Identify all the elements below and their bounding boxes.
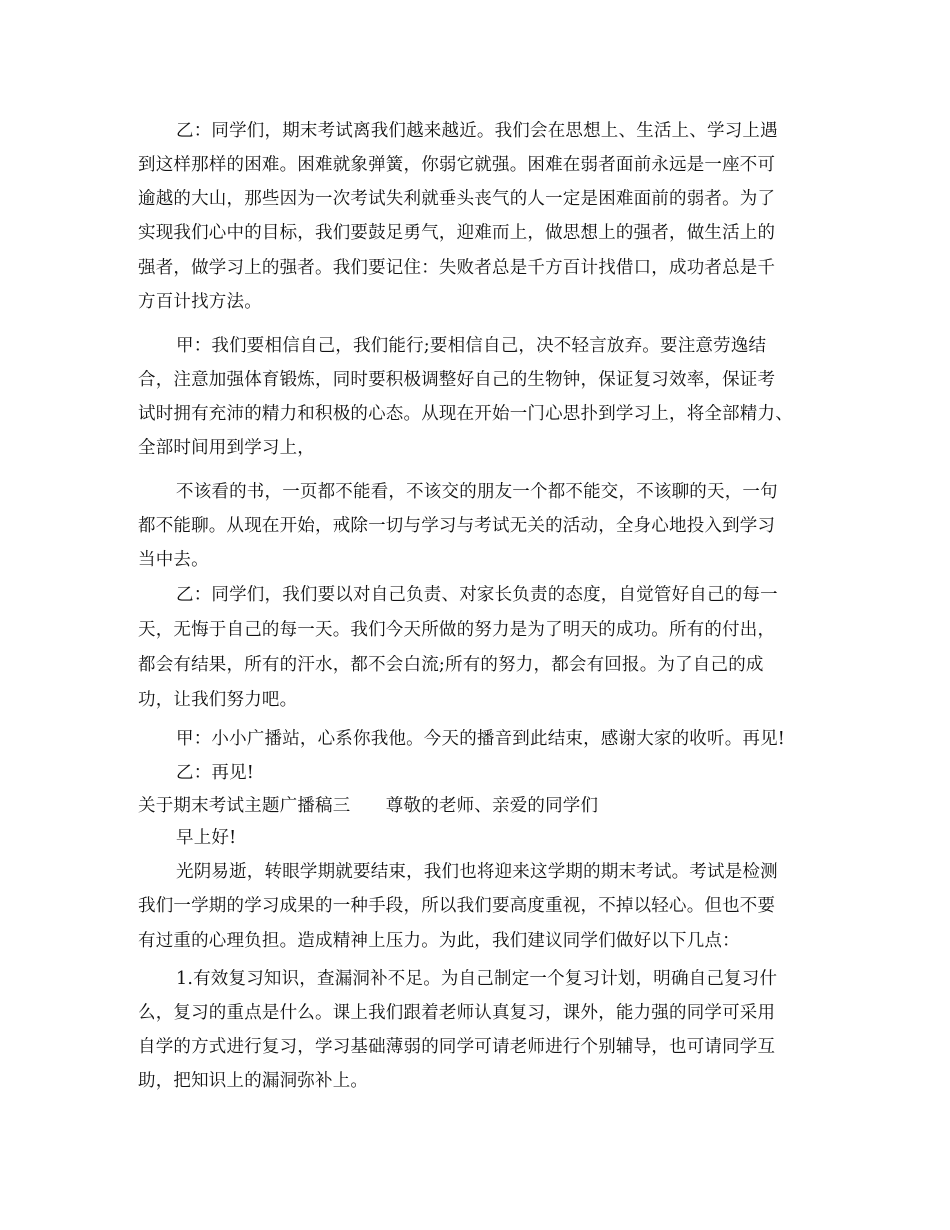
paragraph-line: 甲：我们要相信自己，我们能行;要相信自己，决不轻言放弃。要注意劳逸结 (176, 336, 767, 356)
paragraph-line: 合，注意加强体育锻炼，同时要积极调整好自己的生物钟，保证复习效率，保证考 (138, 370, 776, 390)
paragraph-line: 都会有结果，所有的汗水，都不会白流;所有的努力，都会有回报。为了自己的成 (138, 655, 764, 675)
paragraph-line: 我们一学期的学习成果的一种手段，所以我们要高度重视，不掉以轻心。但也不要 (138, 896, 776, 916)
paragraph-line: 全部时间用到学习上， (138, 438, 315, 458)
paragraph-line: 甲：小小广播站，心系你我他。今天的播音到此结束，感谢大家的收听。再见! (176, 729, 786, 749)
section-heading: 关于期末考试主题广播稿三 尊敬的老师、亲爱的同学们 (138, 796, 599, 816)
paragraph-line: 光阴易逝，转眼学期就要结束，我们也将迎来这学期的期末考试。考试是检测 (176, 862, 778, 882)
paragraph-line: 当中去。 (138, 550, 209, 570)
paragraph-line: 到这样那样的困难。困难就象弹簧，你弱它就强。困难在弱者面前永远是一座不可 (138, 155, 776, 175)
paragraph-line: 自学的方式进行复习，学习基础薄弱的同学可请老师进行个别辅导，也可请同学互 (138, 1037, 776, 1057)
paragraph-line: 么，复习的重点是什么。课上我们跟着老师认真复习，课外，能力强的同学可采用 (138, 1003, 776, 1023)
paragraph-line: 不该看的书，一页都不能看，不该交的朋友一个都不能交，不该聊的天，一句 (176, 482, 778, 502)
paragraph-line: 强者，做学习上的强者。我们要记住：失败者总是千方百计找借口，成功者总是千 (138, 258, 776, 278)
paragraph-line: 实现我们心中的目标，我们要鼓足勇气，迎难而上，做思想上的强者，做生活上的 (138, 223, 776, 243)
paragraph-line: 试时拥有充沛的精力和积极的心态。从现在开始一门心思扑到学习上，将全部精力、 (138, 404, 793, 424)
paragraph-line: 乙：同学们，期末考试离我们越来越近。我们会在思想上、生活上、学习上遇 (176, 121, 778, 141)
paragraph-line: 乙：同学们，我们要以对自己负责、对家长负责的态度，自觉管好自己的每一 (176, 585, 778, 605)
paragraph-line: 功，让我们努力吧。 (138, 690, 298, 710)
paragraph-line: 有过重的心理负担。造成精神上压力。为此，我们建议同学们做好以下几点： (138, 931, 740, 951)
paragraph-line: 方百计找方法。 (138, 292, 262, 312)
paragraph-line: 早上好! (176, 828, 237, 848)
paragraph-line: 助，把知识上的漏洞弥补上。 (138, 1071, 369, 1091)
paragraph-line: 乙：再见! (176, 763, 255, 783)
paragraph-line: 都不能聊。从现在开始，戒除一切与学习与考试无关的活动，全身心地投入到学习 (138, 516, 776, 536)
paragraph-line: 逾越的大山，那些因为一次考试失利就垂头丧气的人一定是困难面前的弱者。为了 (138, 189, 776, 209)
paragraph-line: 1.有效复习知识，查漏洞补不足。为自己制定一个复习计划，明确自己复习什 (176, 969, 778, 989)
paragraph-line: 天，无悔于自己的每一天。我们今天所做的努力是为了明天的成功。所有的付出， (138, 620, 776, 640)
